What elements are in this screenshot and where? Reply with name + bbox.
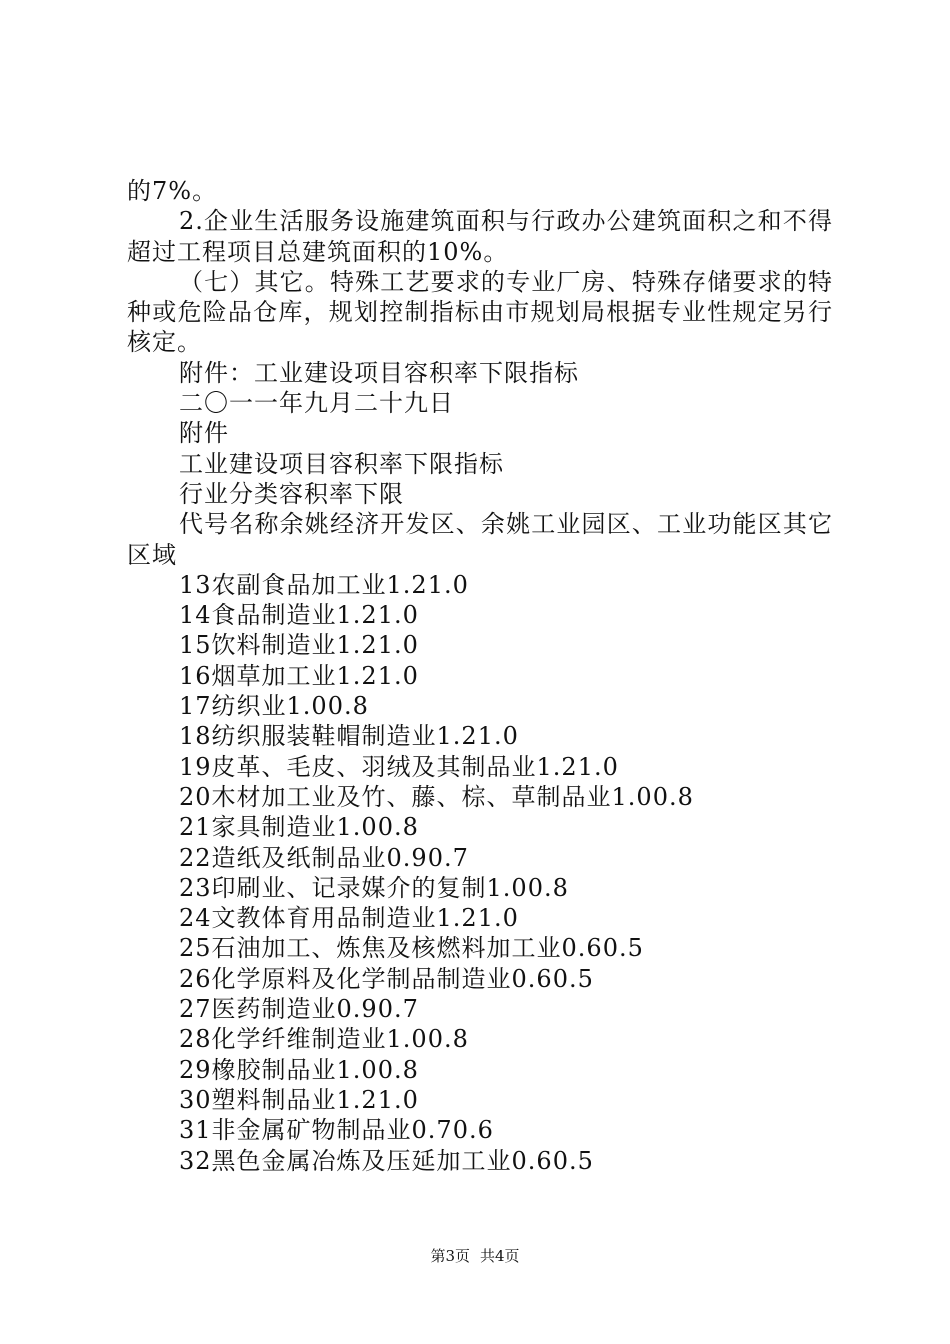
paragraph: 附件：工业建设项目容积率下限指标 (179, 358, 579, 387)
paragraph: 行业分类容积率下限 (179, 479, 404, 508)
paragraph: 13农副食品加工业1.21.0 (179, 570, 469, 599)
page-footer (0, 1246, 950, 1266)
paragraph: 工业建设项目容积率下限指标 (179, 449, 504, 478)
paragraph: 24文教体育用品制造业1.21.0 (179, 904, 519, 933)
paragraph: 30塑料制品业1.21.0 (179, 1085, 419, 1114)
paragraph: 16烟草加工业1.21.0 (179, 661, 419, 690)
page-number: 第3页 (430, 1247, 470, 1265)
paragraph: 28化学纤维制造业1.00.8 (179, 1025, 469, 1054)
paragraph: 32黑色金属冶炼及压延加工业0.60.5 (179, 1146, 594, 1175)
paragraph: 29橡胶制品业1.00.8 (179, 1055, 419, 1084)
paragraph: 15饮料制造业1.21.0 (179, 631, 419, 660)
paragraph: 代号名称余姚经济开发区、余姚工业园区、工业功能区其它区域 (127, 510, 833, 569)
paragraph: 26化学原料及化学制品制造业0.60.5 (179, 964, 594, 993)
paragraph: 19皮革、毛皮、羽绒及其制品业1.21.0 (179, 752, 619, 781)
paragraph: 18纺织服装鞋帽制造业1.21.0 (179, 722, 519, 751)
paragraph: 二〇一一年九月二十九日 (179, 389, 454, 418)
paragraph: 附件 (179, 419, 229, 448)
paragraph: 25石油加工、炼焦及核燃料加工业0.60.5 (179, 934, 644, 963)
paragraph: 2.企业生活服务设施建筑面积与行政办公建筑面积之和不得超过工程项目总建筑面积的10%。 (127, 207, 833, 266)
paragraph: 31非金属矿物制品业0.70.6 (179, 1116, 494, 1145)
paragraph: 17纺织业1.00.8 (179, 692, 369, 721)
paragraph: （七）其它。特殊工艺要求的专业厂房、特殊存储要求的特种或危险品仓库，规划控制指标由市规划局根据专业性规定另行核定。 (127, 267, 833, 357)
paragraph: 23印刷业、记录媒介的复制1.00.8 (179, 873, 569, 902)
page-total: 共4页 (480, 1247, 520, 1265)
paragraph: 22造纸及纸制品业0.90.7 (179, 843, 469, 872)
paragraph: 21家具制造业1.00.8 (179, 813, 419, 842)
paragraph: 14食品制造业1.21.0 (179, 601, 419, 630)
document-body (127, 176, 833, 1176)
paragraph: 27医药制造业0.90.7 (179, 995, 419, 1024)
paragraph: 20木材加工业及竹、藤、棕、草制品业1.00.8 (179, 782, 694, 811)
paragraph: 的7%。 (127, 177, 218, 205)
